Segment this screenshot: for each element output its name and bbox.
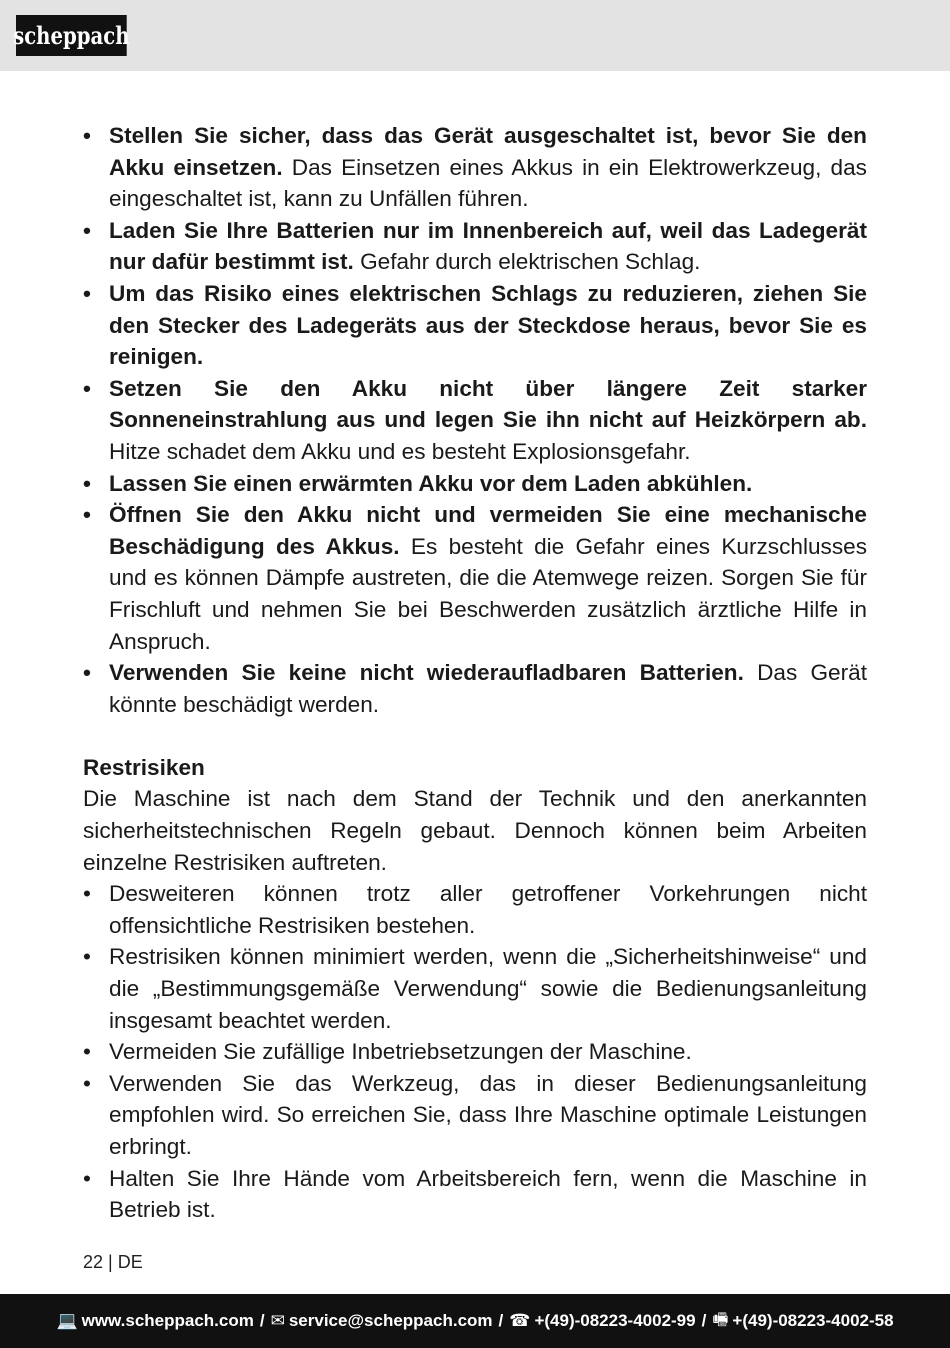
list-item xyxy=(83,1163,867,1226)
bullet: • xyxy=(83,1070,91,1096)
list-item-bold: Laden Sie Ihre Batterien nur im Innenbereich auf, weil das Ladegerät nur dafür bestimmt ist. xyxy=(109,217,867,275)
list-item xyxy=(83,215,867,278)
website-link[interactable]: www.scheppach.com xyxy=(81,1311,254,1330)
list-item-bold: Stellen Sie sicher, dass das Gerät ausgeschaltet ist, bevor Sie den Akku einsetzen. xyxy=(109,123,867,180)
page-header xyxy=(0,0,950,71)
fax-icon: 🖷 xyxy=(712,1309,729,1329)
list-item-bold: Verwenden Sie keine nicht wiederaufladbaren Batterien. xyxy=(109,660,744,686)
phone-number: +(49)-08223-4002-99 xyxy=(534,1311,696,1330)
list-item xyxy=(83,1068,867,1163)
mail-icon: ✉ xyxy=(270,1311,285,1330)
list-item-bold: Öffnen Sie den Akku nicht und vermeiden Sie eine mechanische Beschädigung des Akkus. xyxy=(109,502,867,559)
section-intro: Die Maschine ist nach dem Stand der Technik und den anerkannten sicherheitstechnischen Regeln gebaut. Dennoch können beim Arbeiten einzelne Restrisiken auftreten. xyxy=(83,786,867,875)
section-title: Restrisiken xyxy=(83,754,205,780)
separator: / xyxy=(498,1311,504,1330)
list-item-text: Vermeiden Sie zufällige Inbetriebsetzungen der Maschine. xyxy=(109,1039,692,1065)
bullet: • xyxy=(83,123,91,148)
list-item-text: Das Gerät könnte beschädigt werden. xyxy=(109,660,867,717)
safety-instructions-list xyxy=(83,120,867,720)
list-item-text: Das Einsetzen eines Akkus in ein Elektrowerkzeug, das eingeschaltet ist, kann zu Unfällen führen. xyxy=(109,154,867,212)
list-item xyxy=(83,499,867,657)
bullet: • xyxy=(83,502,91,528)
list-item-bold: Um das Risiko eines elektrischen Schlags zu reduzieren, ziehen Sie den Stecker des Ladegeräts aus der Steckdose heraus, bevor Sie es reinigen. xyxy=(109,280,867,370)
main-content xyxy=(83,120,867,1226)
bullet: • xyxy=(83,375,91,401)
bullet: • xyxy=(83,217,91,243)
bullet: • xyxy=(83,881,91,907)
page-number-separator: | xyxy=(108,1252,113,1272)
bullet: • xyxy=(83,470,91,496)
bullet: • xyxy=(83,280,91,306)
fax-number: +(49)-08223-4002-58 xyxy=(732,1311,894,1330)
separator: / xyxy=(259,1311,265,1330)
list-item-text: Restrisiken können minimiert werden, wenn die „Sicherheitshinweise“ und die „Bestimmungsgemäße Verwendung“ sowie die Bedienungsanleitung insgesamt beachtet werden. xyxy=(109,944,867,1033)
list-item-text: Hitze schadet dem Akku und es besteht Explosionsgefahr. xyxy=(109,438,691,464)
list-item-text: Verwenden Sie das Werkzeug, das in dieser Bedienungsanleitung empfohlen wird. So erreichen Sie, dass Ihre Maschine optimale Leistungen erbringt. xyxy=(109,1070,867,1159)
list-item-bold: Lassen Sie einen erwärmten Akku vor dem Laden abkühlen. xyxy=(109,470,753,496)
list-item xyxy=(83,1036,867,1068)
page-language: DE xyxy=(117,1252,143,1272)
list-item xyxy=(83,278,867,373)
scheppach-logo: scheppach xyxy=(16,15,127,56)
list-item xyxy=(83,878,867,941)
list-item xyxy=(83,468,867,500)
email-link[interactable]: service@scheppach.com xyxy=(288,1311,493,1330)
list-item-text: Halten Sie Ihre Hände vom Arbeitsbereich fern, wenn die Maschine in Betrieb ist. xyxy=(109,1165,867,1223)
page-number xyxy=(83,1252,143,1273)
list-item xyxy=(83,941,867,1036)
computer-icon: 💻 xyxy=(56,1311,78,1330)
contact-footer xyxy=(0,1294,950,1348)
list-item xyxy=(83,373,867,468)
separator: / xyxy=(701,1311,707,1330)
list-item-text: Gefahr durch elektrischen Schlag. xyxy=(353,249,701,275)
residual-risks-list xyxy=(83,878,867,1226)
bullet: • xyxy=(83,944,91,970)
list-item-bold: Setzen Sie den Akku nicht über längere Zeit starker Sonneneinstrahlung aus und legen Sie ihn nicht auf Heizkörpern ab. xyxy=(109,375,867,433)
bullet: • xyxy=(83,1165,91,1191)
list-item-text: Desweiteren können trotz aller getroffener Vorkehrungen nicht offensichtliche Restrisiken bestehen. xyxy=(109,881,867,938)
list-item-text: Es besteht die Gefahr eines Kurzschlusses und es können Dämpfe austreten, die die Atemwege reizen. Sorgen Sie für Frischluft und nehmen Sie bei Beschwerden zusätzlich ärztliche Hilfe in Anspruch. xyxy=(109,533,867,654)
bullet: • xyxy=(83,1039,91,1065)
list-item xyxy=(83,120,867,215)
phone-icon: ☎ xyxy=(509,1311,531,1330)
list-item xyxy=(83,657,867,720)
page-number-value: 22 xyxy=(83,1252,104,1272)
bullet: • xyxy=(83,660,91,686)
